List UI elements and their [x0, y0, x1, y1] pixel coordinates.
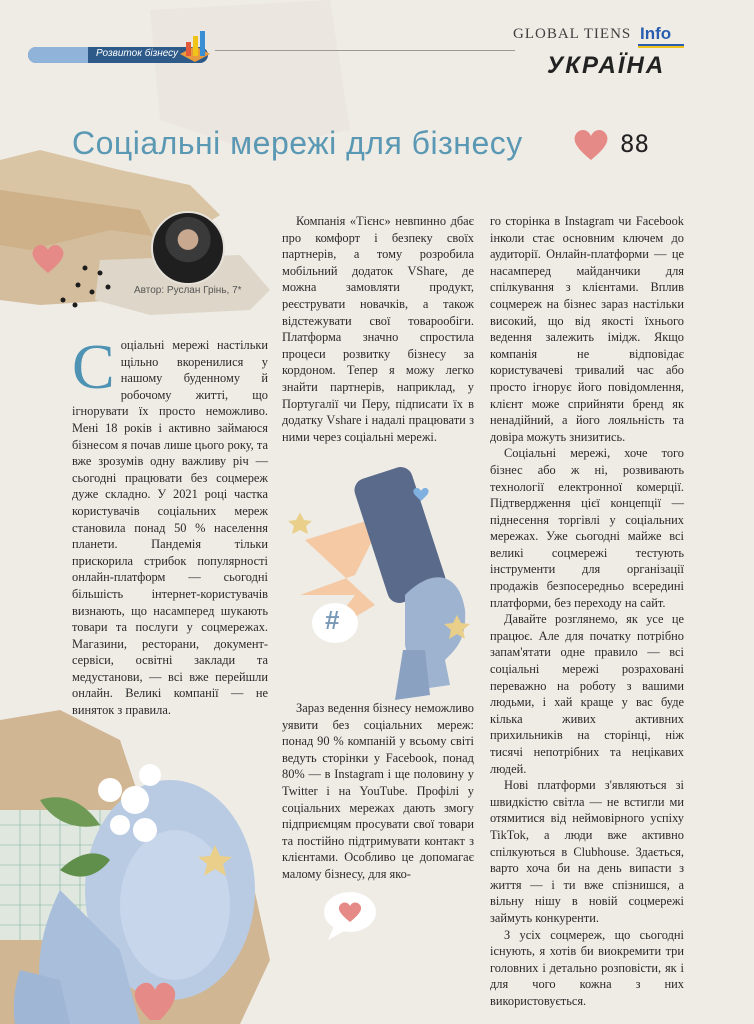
- column-2-bottom: [282, 700, 474, 883]
- chart-icon: [178, 28, 212, 64]
- paragraph: Соціальні мережі, хоче того бізнес або ж ні, розвивають технології електронної комерції. Підтвердження цієї концепції — піднесення торгівлі у соціальних мережах. Уже сьогодні майже всі великі соцмережі тестують інструменти для організації продажів безпосередньо всередині платформи, без переходу на сайт.: [490, 446, 684, 610]
- paragraph: Зараз ведення бізнесу неможливо уявити без соціальних мереж: понад 90 % компаній у всьому світі ведуть сторінки у Facebook, понад 80% — в Instagram і ще половину у Twitter і на YouTube. Профілі у соціальних мережах дають змогу підприємцям просувати свої товари та постійно підтримувати контакт з клієнтами. Особливо це допомагає малому бізнесу, для яко-: [282, 701, 474, 881]
- hashtag-label: #: [325, 605, 340, 635]
- like-count: 88: [620, 130, 649, 158]
- heart-icon: [30, 243, 66, 275]
- phone-hand-illustration: [285, 445, 485, 705]
- column-3: [490, 213, 684, 1010]
- paragraph: Компанія «Тієнс» невпинно дбає про комфорт і безпеку своїх партнерів, а тому розробила мобільний додаток VShare, де можна замовляти продукт, реєструвати новачків, а також відстежувати свої товарообіги. Платформа значно спростила процеси розвитку бізнесу за кордоном. Тепер я можу легко знайти партнерів, наприклад, у Португалії чи Перу, підписати їх в додатку Vshare і надалі працювати з ними через соціальні мережі.: [282, 214, 474, 444]
- author-caption: Автор: Руслан Грінь, 7*: [134, 285, 242, 296]
- column-2-top: [282, 213, 474, 445]
- drop-cap: С: [72, 331, 115, 402]
- paragraph: З усіх соцмереж, що сьогодні існують, я хотів би виокремити три головних і детально розповісти, як і для чого кожна з них використовується.: [490, 927, 684, 1008]
- paragraph: Давайте розглянемо, як усе це працює. Але для початку потрібно запам'ятати одне правило — всі соціальні мережі розраховані переважно на роботу з вашими людьми, і хай краще у вас буде кілька живих активних прихильників на сторінці, ніж тисячі непотрібних та нецікавих людей.: [490, 612, 684, 776]
- paragraph: оціальні мережі настільки щільно вкоренилися у нашому буденному й робочому житті, що ігнорувати їх просто неможливо. Мені 18 років і активно займаюся бізнесом я почав лише цього року, та вже зрозумів одну важливу річ — сьогодні працювати без соцмереж дуже складно. У 2021 році частка користувачів соціальних мереж становила понад 50 % населення планети. Пандемія тільки прискорила стрибок популярності онлайн-платформ — сьогодні більшість інтернет-користувачів визнають, що насамперед шукають товари та послуги у соцмережах. Магазини, ресторани, документ-сервіси, освітні заклади та медустанови, — всі вже перейшли онлайн. Великі компанії — не виняток з правила.: [72, 338, 268, 718]
- statue-illustration: [0, 730, 290, 1024]
- section-label: Розвиток бізнесу: [96, 48, 179, 59]
- brand-info: Info: [640, 24, 672, 43]
- header-rule: [215, 50, 515, 51]
- paragraph: Нові платформи з'являються зі швидкістю світла — не встигли ми отямитися від неймовірного успіху TikTok, а люди вже активно спілкуються в Clubhouse. Здається, варто хоча би на день випасти з життя — і ти вже спізнишся, а вільну нішу в новій соцмережі займуть конкуренти.: [490, 778, 684, 925]
- section-banner-accent: [28, 47, 88, 63]
- country-label: УКРАЇНА: [547, 52, 666, 79]
- flag-bar: [638, 44, 684, 48]
- author-avatar: [151, 211, 225, 285]
- brand-name: GLOBAL TIENS: [513, 26, 632, 42]
- paragraph: го сторінка в Instagram чи Facebook інколи стає основним ключем до аудиторії. Онлайн-платформи — це насамперед майданчики для спілкування з клієнтами. Вплив соцмереж на бізнес зараз настільки високий, що від якості їхнього ведення залежить імідж. Якщо компанія не відповідає користувачеві тривалий час або просто ігнорує його повідомлення, клієнт може сприйняти бренд як ненадійний, а його лояльність та довіра можуть знизитись.: [490, 214, 684, 444]
- page-title: Соціальні мережі для бізнесу: [72, 125, 523, 161]
- heart-icon: [572, 128, 610, 162]
- chat-heart-icon: [320, 890, 380, 942]
- column-1: [72, 331, 268, 719]
